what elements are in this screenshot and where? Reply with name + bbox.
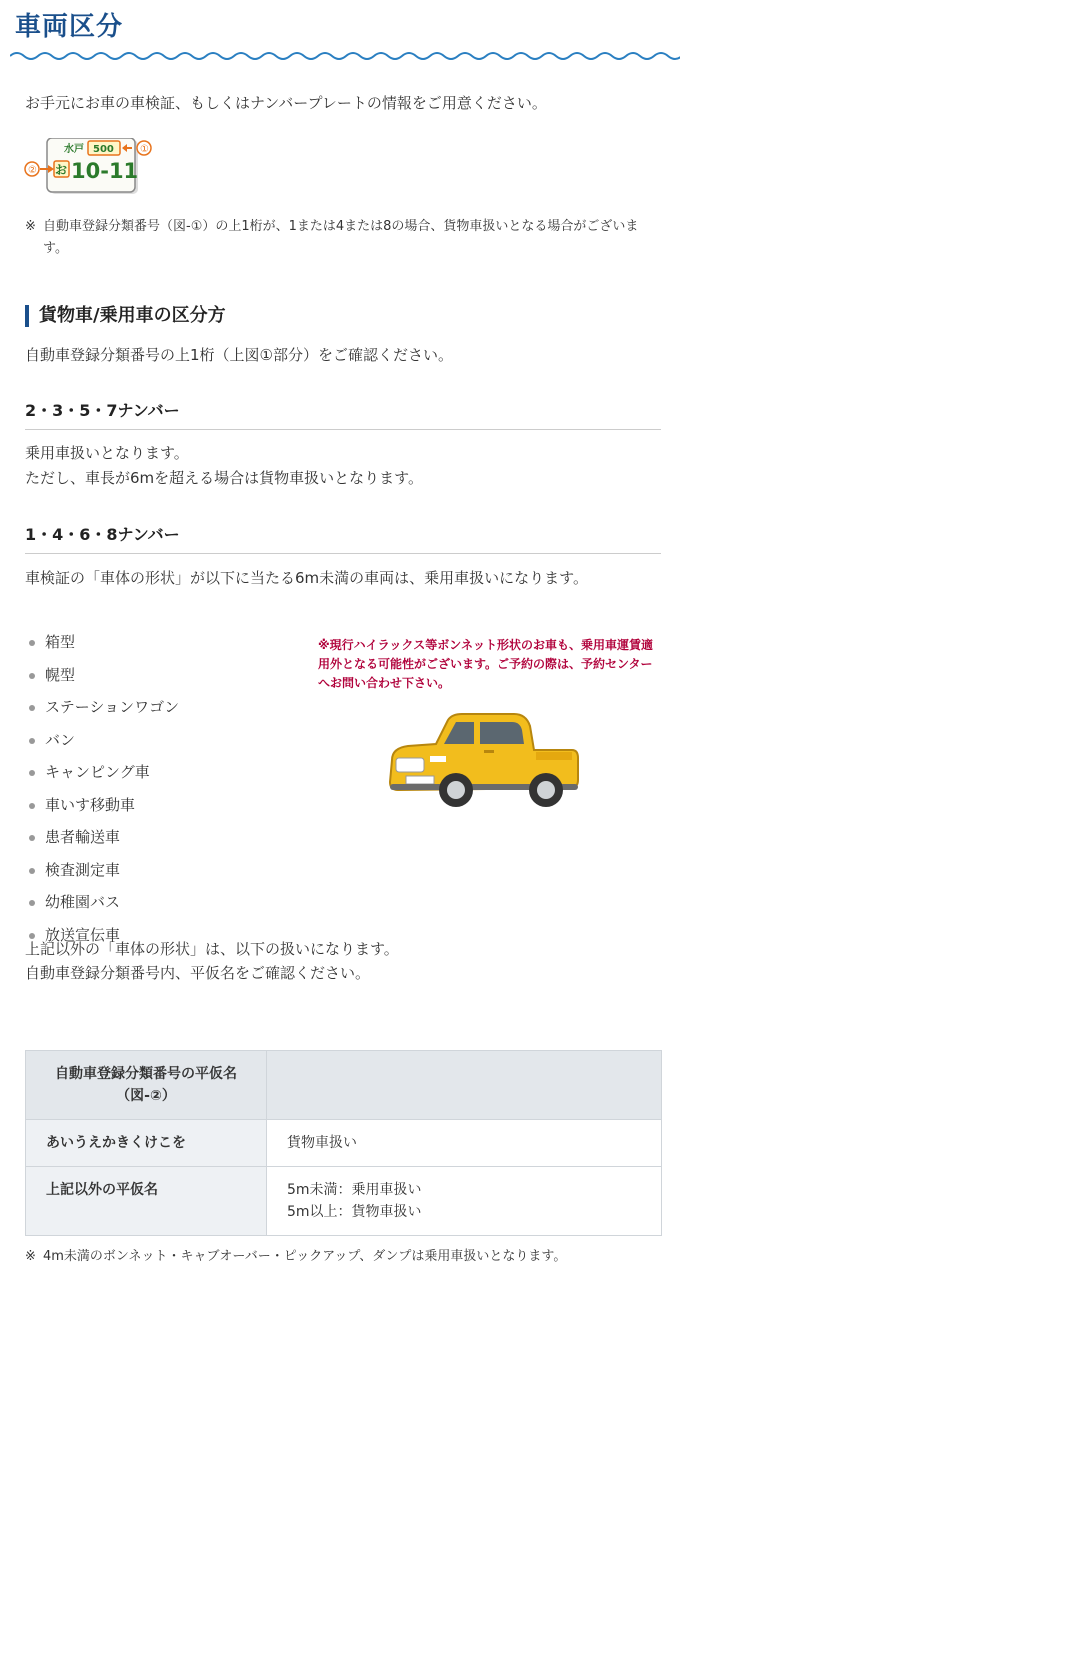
list-item: バン <box>25 726 179 759</box>
table-header-empty <box>267 1051 662 1120</box>
plate-note-text: 自動車登録分類番号（図-①）の上1桁が、1または4または8の場合、貨物車扱いとなる場合がございます。 <box>43 219 639 256</box>
table-row-label: 上記以外の平仮名 <box>26 1167 267 1236</box>
group2-text: 車検証の「車体の形状」が以下に当たる6m未満の車両は、乗用車扱いになります。 <box>25 569 588 587</box>
table-row <box>26 1120 662 1167</box>
wave-divider <box>10 50 680 62</box>
note-mark: ※ <box>25 1249 36 1264</box>
table-row-value <box>267 1120 662 1167</box>
group1-line1: 乗用車扱いとなります。 <box>25 444 189 462</box>
group1-line2: ただし、車長が6mを超える場合は貨物車扱いとなります。 <box>25 469 423 487</box>
table-header-row <box>26 1051 662 1120</box>
hiragana-table <box>25 1050 662 1236</box>
table-row-value <box>267 1167 662 1236</box>
after-line1: 上記以外の「車体の形状」は、以下の扱いになります。 <box>25 940 399 958</box>
list-item: 幌型 <box>25 661 179 694</box>
page-title: 車両区分 <box>15 12 124 42</box>
plate-class-number: 500 <box>93 144 114 155</box>
value-line: 5m未満：乗用車扱い <box>287 1182 422 1198</box>
list-item: 放送宣伝車 <box>25 921 179 954</box>
after-line2: 自動車登録分類番号内、平仮名をご確認ください。 <box>25 964 371 982</box>
bottom-note <box>25 1246 665 1268</box>
table-row <box>26 1167 662 1236</box>
lead-text: お手元にお車の車検証、もしくはナンバープレートの情報をご用意ください。 <box>25 94 547 112</box>
plate-region: 水戸 <box>64 144 84 155</box>
bottom-note-text: 4m未満のボンネット・キャブオーバー・ピックアップ、ダンプは乗用車扱いとなります。 <box>43 1249 567 1264</box>
value-line: 5m以上：貨物車扱い <box>287 1204 422 1220</box>
value-line: 貨物車扱い <box>287 1135 357 1151</box>
pickup-warning: ※現行ハイラックス等ボンネット形状のお車も、乗用車運賃適用外となる可能性がございます。ご予約の際は、予約センターへお問い合わせ下さい。 <box>318 638 653 690</box>
pickup-truck-illustration <box>386 710 582 814</box>
list-item: キャンピング車 <box>25 758 179 791</box>
plate-note <box>25 216 655 260</box>
note-mark: ※ <box>25 219 36 234</box>
list-item: ステーションワゴン <box>25 693 179 726</box>
table-row-label: あいうえかきくけこを <box>26 1120 267 1167</box>
list-item: 箱型 <box>25 628 179 661</box>
body-shape-list <box>25 628 179 953</box>
list-item: 車いす移動車 <box>25 791 179 824</box>
heading-1468-numbers: 1・4・6・8ナンバー <box>25 522 661 554</box>
plate-serial: 10-11 <box>71 159 139 183</box>
plate-kana: お <box>55 163 68 177</box>
list-item: 検査測定車 <box>25 856 179 889</box>
table-header-label: 自動車登録分類番号の平仮名（図-②） <box>26 1051 267 1120</box>
list-item: 患者輸送車 <box>25 823 179 856</box>
section-intro: 自動車登録分類番号の上1桁（上図①部分）をご確認ください。 <box>25 346 453 364</box>
section-heading: 貨物車/乗用車の区分方 <box>25 305 226 327</box>
marker-2: ② <box>28 165 37 176</box>
heading-2357-numbers: 2・3・5・7ナンバー <box>25 398 661 430</box>
list-item: 幼稚園バス <box>25 888 179 921</box>
number-plate-illustration <box>24 138 164 198</box>
marker-1: ① <box>140 144 149 155</box>
